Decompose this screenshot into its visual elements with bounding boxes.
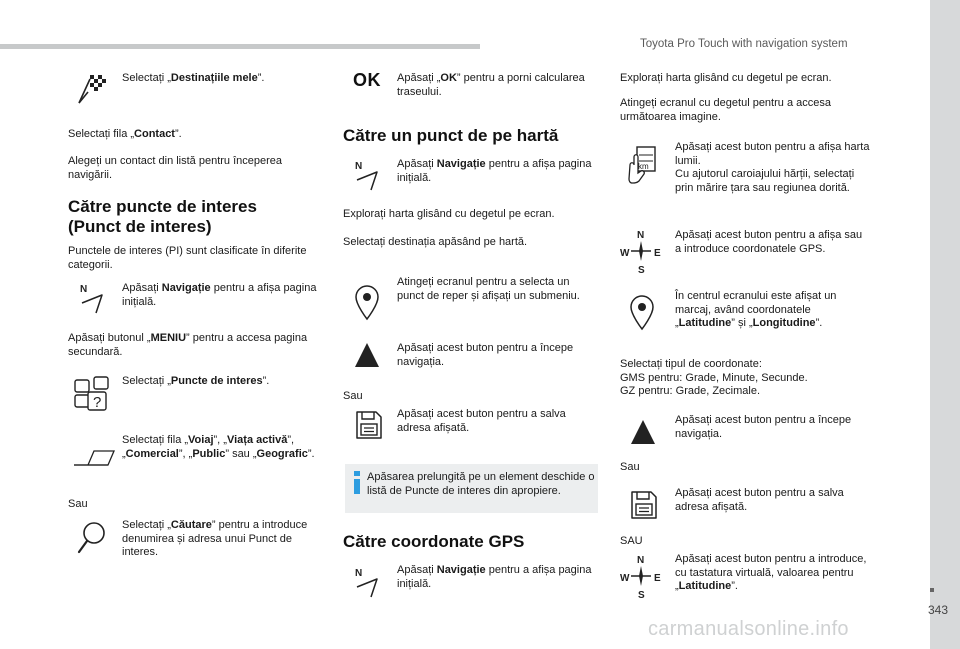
navigation-arrow-icon <box>353 565 381 599</box>
tabs-select-instruction: Selectați fila „Voiaj”, „Viața activă”, „Comercial”, „Public” sau „Geografic”. <box>122 434 315 460</box>
sau-label: Sau <box>68 498 88 510</box>
compass-west: W <box>620 248 630 259</box>
start-navigation-icon <box>629 418 657 446</box>
poi-heading: Către puncte de interes (Punct de interes) <box>68 197 257 236</box>
navigation-arrow-icon <box>78 281 106 315</box>
continue-marker <box>930 588 934 592</box>
save-icon <box>629 489 659 521</box>
nav-press-instruction: Apăsați Navigație pentru a afișa pagina inițială. <box>397 158 592 184</box>
destination-flag-icon <box>76 73 108 105</box>
info-note-text: Apăsarea prelungită pe un element deschide o listă de Puncte de interes din apropiere. <box>367 471 595 497</box>
map-pin-icon <box>352 283 382 321</box>
info-note <box>345 464 598 513</box>
sau-label: Sau <box>343 390 363 402</box>
page-number: 343 <box>928 603 949 617</box>
svg-text:km: km <box>638 162 649 171</box>
gps-compass-icon <box>619 227 663 275</box>
search-icon <box>76 520 108 556</box>
poi-intro-text: Punctele de interes (PI) sunt clasificate în diferite categorii. <box>68 245 307 271</box>
start-nav-text: Apăsați acest buton pentru a începe navigația. <box>675 414 852 440</box>
page-side-strip <box>930 0 960 649</box>
menu-press-instruction: Apăsați butonul „MENIU” pentru a accesa pagina secundară. <box>68 332 308 358</box>
tab-folder-icon <box>72 447 116 469</box>
map-pin-icon <box>627 293 657 331</box>
gps-heading: Către coordonate GPS <box>343 532 525 551</box>
compass-east: E <box>654 248 661 259</box>
contact-choose-text: Alegeți un contact din listă pentru începerea navigării. <box>68 155 283 181</box>
poi-category-icon <box>72 374 112 414</box>
page-header: Toyota Pro Touch with navigation system <box>640 38 848 50</box>
north-letter: N <box>355 161 363 172</box>
compass-east: E <box>654 573 661 584</box>
watermark: carmanualsonline.info <box>648 618 849 640</box>
world-map-icon <box>625 145 659 185</box>
compass-south: S <box>638 265 645 275</box>
compass-west: W <box>620 573 630 584</box>
compass-north: N <box>637 555 645 566</box>
search-select-instruction: Selectați „Căutare” pentru a introduce denumirea și adresa unui Punct de interes. <box>122 519 308 558</box>
nav-press-instruction: Apăsați Navigație pentru a afișa pagina inițială. <box>397 564 592 590</box>
gps-coords-text: Apăsați acest buton pentru a afișa sau a introduce coordonatele GPS. <box>675 229 863 255</box>
svg-text:?: ? <box>93 394 102 411</box>
explore-map-text: Explorați harta glisând cu degetul pe ecran. <box>620 72 832 84</box>
north-letter: N <box>80 284 88 295</box>
latitude-input-text: Apăsați acest buton pentru a introduce, cu tastatura virtuală, valoarea pentru „Latitudine”. <box>675 553 867 592</box>
sau-upper-label: SAU <box>620 535 643 547</box>
select-destination-text: Selectați destinația apăsând pe hartă. <box>343 236 528 248</box>
ok-press-instruction: Apăsați „OK” pentru a porni calcularea traseului. <box>397 72 585 98</box>
touch-point-text: Atingeți ecranul pentru a selecta un punct de reper și afișați un submeniu. <box>397 276 580 302</box>
destinatii-instruction: Selectați „Destinațiile mele”. <box>122 72 265 84</box>
navigation-arrow-icon <box>353 158 381 192</box>
nav-press-instruction: Apăsați Navigație pentru a afișa pagina inițială. <box>122 282 317 308</box>
contact-tab-instruction: Selectați fila „Contact”. <box>68 128 182 140</box>
start-nav-text: Apăsați acest buton pentru a începe navigația. <box>397 342 574 368</box>
center-marker-text: În centrul ecranului este afișat un marcaj, având coordonatele „Latitudine” și „Longitudine”. <box>675 290 837 329</box>
save-address-text: Apăsați acest buton pentru a salva adresa afișată. <box>397 408 566 434</box>
compass-north: N <box>637 230 645 241</box>
info-icon <box>353 471 361 494</box>
explore-map-text: Explorați harta glisând cu degetul pe ecran. <box>343 208 555 220</box>
start-navigation-icon <box>353 341 381 369</box>
north-letter: N <box>355 568 363 579</box>
gps-compass-icon <box>619 552 663 600</box>
compass-south: S <box>638 590 645 600</box>
poi-select-instruction: Selectați „Puncte de interes”. <box>122 375 270 387</box>
map-point-heading: Către un punct de pe hartă <box>343 126 559 145</box>
coord-type-text: Selectați tipul de coordonate: GMS pentru: Grade, Minute, Secunde. GZ pentru: Grade, Zecimale. <box>620 358 808 397</box>
sau-label: Sau <box>620 461 640 473</box>
save-address-text: Apăsați acest buton pentru a salva adresa afișată. <box>675 487 844 513</box>
world-map-text: Apăsați acest buton pentru a afișa harta lumii. Cu ajutorul caroiajului hărții, selectați prin mărire țara sau regiunea dorită. <box>675 141 870 194</box>
save-icon <box>354 409 384 441</box>
ok-icon: OK <box>353 70 381 90</box>
header-rule <box>0 44 480 49</box>
touch-next-text: Atingeți ecranul cu degetul pentru a accesa următoarea imagine. <box>620 97 831 123</box>
